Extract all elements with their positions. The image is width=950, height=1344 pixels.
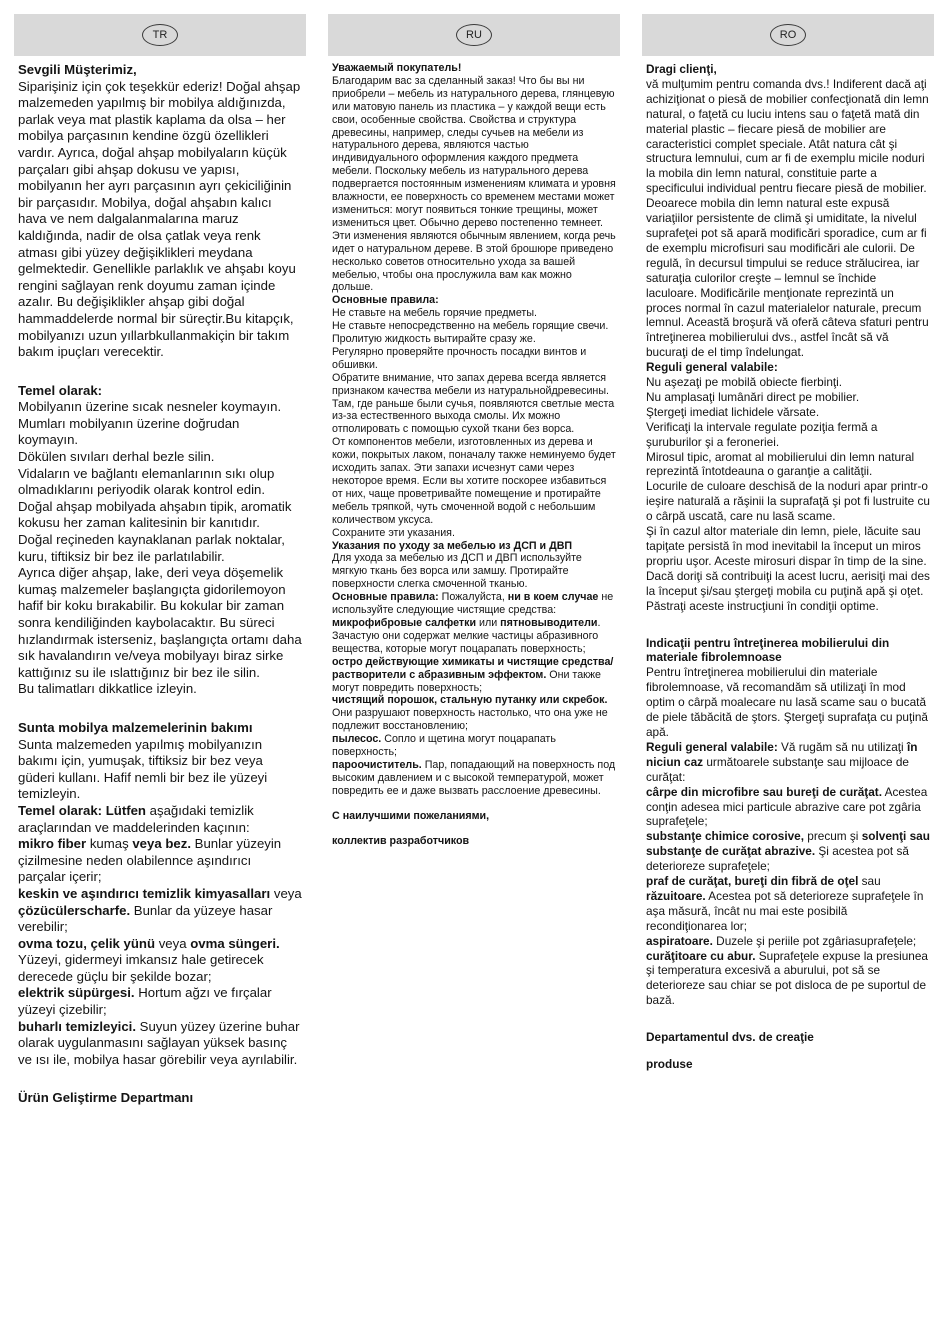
basics-item: Ştergeţi imediat lichidele vărsate. — [646, 404, 820, 419]
avoid-item: praf de curăţat, bureţi din fibră de oţel sau răzuitoare. Acestea pot să deterioreze suprafeţele în aşa măsură, încât nu mai este posibilă recondiţionarea lor; — [646, 874, 924, 933]
chipboard-care-text: Pentru întreţinerea mobilierului din materiale fibrolemnoase, vă recomandăm să utilizaţi în mod optim o cârpă moalecare nu lasă scame sau o bucată de piele tăbăcită de ştors. Ştergeţi suprafaţa cu puţină apă. — [646, 665, 928, 739]
avoid-item: buharlı temizleyici. Suyun yüzey üzerine buhar olarak uygulanmasını sağlayan yüksek basınç ve ısı ile, mobilya hasar görebilir veya ayrılabilir. — [18, 1018, 300, 1067]
basics-item: Mirosul tipic, aromat al mobilierului din lemn natural reprezintă întotdeauna o garanţie a calităţii. — [646, 449, 915, 479]
basics-item: Nu amplasaţi lumânări direct pe mobilier. — [646, 389, 860, 404]
chipboard-care-title: Указания по уходу за мебелью из ДСП и ДВП — [332, 539, 573, 552]
cleaning-rule — [18, 803, 302, 836]
avoid-item: elektrik süpürgesi. Hortum ağzı ve fırçalar yüzeyi çizebilir; — [18, 985, 272, 1018]
avoid-item: микрофибровые салфетки или пятновыводители. Зачастую они содержат мелкие частицы абразивного вещества, которые могут поцарапать поверхность; — [332, 616, 601, 655]
avoid-item: чистящий порошок, стальную путанку или скребок. Они разрушают поверхность настолько, что она уже не подлежит восстановлению; — [332, 694, 608, 733]
basics-title: Temel olarak: — [18, 382, 103, 398]
chipboard-care-text: Sunta malzemeden yapılmış mobilyanızın bakımı için, yumuşak, tiftiksiz bir bez veya güderi kullanı. Hafif nemli bir bez ile yüzeyi temizleyin. — [18, 736, 268, 802]
basics-item: Vidaların ve bağlantı elemanlarının sıkı olup olmadıklarını periyodik olarak kontrol edin. — [18, 465, 275, 498]
basics-item: Регулярно проверяйте прочность посадки винтов и обшивки. — [332, 345, 587, 371]
basics-item: Mumları mobilyanın üzerine doğrudan koymayın. — [18, 415, 240, 448]
avoid-item: cârpe din microfibre sau bureţi de curăţat. Acestea conţin adesea mici particule abrazive care pot zgâria suprafeţele; — [646, 784, 928, 829]
greeting: Уважаемый покупатель! — [332, 62, 462, 74]
basics-item: Не ставьте непосредственно на мебель горящие свечи. — [332, 320, 609, 333]
language-header-bar — [328, 14, 620, 56]
signoff: Ürün Geliştirme Departmanı — [18, 1090, 194, 1106]
language-badge: TR — [142, 24, 178, 46]
column-body — [328, 56, 620, 847]
signoff: С наилучшими пожеланиями, — [332, 809, 490, 822]
cleaning-rule-bold: Temel olarak: Lütfen — [18, 802, 146, 818]
cleaning-rule: Основные правила: Пожалуйста, ни в коем случае не используйте следующие чистящие средства: — [332, 591, 614, 617]
signoff: Departamentul dvs. de creaţie — [646, 1030, 814, 1045]
basics-item: Păstraţi aceste instrucţiuni în condiţii optime. — [646, 598, 879, 613]
chipboard-care-title: Indicaţii pentru întreţinerea mobilierului din materiale fibrolemnoase — [646, 635, 890, 665]
basics-item: Dökülen sıvıları derhal bezle silin. — [18, 449, 215, 465]
avoid-item: keskin ve aşındırıcı temizlik kimyasalları veya çözücülerscharfe. Bunlar da yüzeye hasar verebilir; — [18, 885, 302, 935]
basics-item: Ayrıca diğer ahşap, lake, deri veya döşemelik kumaş malzemeler başlangıçta gidorilemoyon hafif bir koku bırakabilir. Bu kokular bir zaman sonra kendiliğinden kaybolacaktır. Bu süreci hızlandırmak isterseniz, başlangıçta ortamı daha sık havalandırın ve/veya mobilyayı biraz sirke kattığınız su ile ıslattığınız bir bez ile silin. — [18, 565, 302, 680]
chipboard-care-text: Для ухода за мебелью из ДСП и ДВП используйте мягкую ткань без ворса или замшу. Протирайте поверхности слегка смоченной тканью. — [332, 552, 582, 591]
greeting: Sevgili Müşterimiz, — [18, 62, 137, 77]
basics-item: Пролитую жидкость вытирайте сразу же. — [332, 333, 536, 346]
cleaning-rule-text: aşağıdaki temizlik araçlarından ve maddelerinden kaçının: — [18, 802, 254, 835]
basics-item: Nu aşezaţi pe mobilă obiecte fierbinţi. — [646, 375, 843, 390]
basics-item: Сохраните эти указания. — [332, 526, 455, 539]
basics-item: Bu talimatları dikkatlice izleyin. — [18, 681, 197, 697]
column-romanian — [642, 14, 934, 1332]
greeting: Dragi clienţi, — [646, 62, 717, 76]
basics-item: Не ставьте на мебель горячие предметы. — [332, 307, 537, 320]
avoid-item: ovma tozu, çelik yünü veya ovma süngeri. Yüzeyi, gidermeyi imkansız hale getirecek derecede güçlu bir şekilde bozar; — [18, 935, 280, 984]
cleaning-rule: Reguli general valabile: Vă rugăm să nu utilizaţi în niciun caz următoarele substanţe sau mijloace de curăţat: — [646, 739, 918, 784]
basics-item: От компонентов мебели, изготовленных из дерева и кожи, покрытых лаком, поначалу также неминуемо будет исходить запах. Эти запахи исчезнут сами через некоторое время. Если вы хотите поскорее избавиться от них, чаще проветривайте помещение и протирайте мебель тряпкой, чуть смоченной водой с небольшим количеством уксуса. — [332, 436, 616, 526]
signoff-team: коллектив разработчиков — [332, 834, 470, 847]
column-body — [642, 56, 934, 1072]
signoff-team: produse — [646, 1057, 693, 1072]
basics-item: Doğal reçineden kaynaklanan parlak noktalar, kuru, tiftiksiz bir bez ile parlatılabilir. — [18, 532, 285, 564]
intro-paragraph: Siparişiniz için çok teşekkür ederiz! Doğal ahşap malzemeden yapılmış bir mobilya aldığınızda, parlak veya mat plastik kaplama da olsa – her mobilya parçasının kendine özgü özellikleri vardır. Ayrıca, doğal ahşap mobilyaların küçük parçaları gibi ahşap dokusu ve yapısı, mobilyanın her ayrı parçasının ayrı çekiciliğinin bir parçasıdır. Mobilya, doğal ahşabın kalıcı hava ve nem dalgalanmalarına maruz kaldığında, nadir de olsa çatlak veya renk atması gibi yüzey değişiklikleri meydana gelmektedir. Genellikle parlaklık ve ahşabı koyu rengini sağlayan renk doyumu zaman içinde azalır. Bu değişiklikler ahşap gibi doğal hammaddelerde normal bir süreçtir.Bu kitapçık, mobilyanızı uzun yıllarbkullanmakiçin bir takım bakım ipuçları verecektir. — [18, 78, 301, 360]
chipboard-care-title: Sunta mobilya malzemelerinin bakımı — [18, 719, 253, 735]
basics-item: Mobilyanın üzerine sıcak nesneler koymayın. — [18, 399, 282, 415]
intro-paragraph: vă mulţumim pentru comanda dvs.! Indiferent dacă aţi achiziţionat o piesă de mobilier confecţionată din lemn natural, o faţetă cu luciu intens sau o faţetă mată din material plastic – fiecare piesă de mobilier are caracteristici complet speciale. Atât natura cât şi structura lemnului, cum ar fi de exemplu micile noduri la mobila din lemn natural, constituie parte a specificului individual pentru fiecare piesă de mobilier. Deoarece mobila din lemn natural este expusă variaţiilor persistente de climă şi umiditate, la nivelul suprafeţei pot să apară modificări sporadice, cum ar fi de exemplu microfisuri sau modificări ale culorii. De regulă, în decursul timpului se reduce strălucirea, iar saturaţia culorilor creşte – lemnul se închide laculoare. Modificările menţionate reprezintă un proces normal în cazul materialelor naturale, precum lemnul. Această broşură vă oferă câteva sfaturi pentru întreţinerea mobilierului dvs., astfel încât să vă bucuraţi de el timp îndelungat. — [646, 76, 929, 360]
basics-item: Doğal ahşap mobilyada ahşabın tipik, aromatik kokusu her zaman kalitesinin bir kanıtıdır. — [18, 498, 292, 531]
language-header-bar — [642, 14, 934, 56]
language-badge: RO — [770, 24, 806, 46]
avoid-item: substanţe chimice corosive, precum şi solvenţi sau substanţe de curăţat abrazive. Şi acestea pot să deterioreze suprafeţele; — [646, 829, 930, 874]
avoid-item: остро действующие химикаты и чистящие средства/растворители с абразивным эффектом. Они также могут повредить поверхность; — [332, 655, 614, 694]
column-body — [14, 56, 306, 1107]
language-badge: RU — [456, 24, 492, 46]
basics-title: Reguli general valabile: — [646, 360, 778, 375]
column-russian — [328, 14, 620, 1332]
avoid-item: aspiratoare. Duzele şi periile pot zgâriasuprafeţele; — [646, 933, 917, 948]
basics-item: Şi în cazul altor materiale din lemn, piele, lăcuite sau tapiţate persistă în mod inevitabil la început un miros propriu uşor. Aceste mirosuri dispar în timp de la sine. Dacă doriţi să contribuiţi la acest lucru, aerisiţi mai des la început şi/sau ştergeţi mobila cu puţină apă şi oţet. — [646, 524, 930, 598]
basics-item: Verificaţi la intervale regulate poziţia fermă a şuruburilor şi a feroneriei. — [646, 419, 878, 449]
avoid-item: mikro fiber kumaş veya bez. Bunlar yüzeyin çizilmesine neden olabilennce aşındırıcı parçalar içerir; — [18, 836, 282, 885]
avoid-item: curăţitoare cu abur. Suprafeţele expuse la presiunea şi temperatura excesivă a aburului, pot să se deterioreze sau chiar se pot disloca de pe suportul de bază. — [646, 948, 928, 1008]
column-turkish — [14, 14, 306, 1332]
basics-item: Locurile de culoare deschisă de la noduri apar printr-o ieşire naturală a răşinii la suprafaţă şi pot fi lustruite cu o cârpă uscată, care nu lasă scame. — [646, 479, 930, 524]
avoid-item: пылесос. Сопло и щетина могут поцарапать поверхность; — [332, 733, 556, 759]
intro-paragraph: Благодарим вас за сделанный заказ! Что бы вы ни приобрели – мебель из натурального дерева, глянцевую или матовую панель из пластика – у каждой вещи есть свои, особенные свойства. Свойства и структура древесины, например, следы сучьев на мебели из натурального дерева, являются частью индивидуального оформления каждого предмета мебели. Поскольку мебель из натурального дерева подвергается постоянным изменениям климата и уровня влажности, ее поверхность со временем местами может измениться: могут появиться тонкие трещины, может измениться цвет. Обычно дерево постепенно темнеет. Эти изменения являются обычным явлением, когда речь идет о натуральном дереве. В этой брошюре приведено несколько советов относительно ухода за вашей мебелью, чтобы она прослужила вам как можно дольше. — [332, 74, 616, 294]
basics-item: Обратите внимание, что запах дерева всегда является признаком качества мебели из натуральнойдревесины. Там, где раньше были сучья, появляются светлые места из-за естественного выхода смолы. Их можно отполировать с помощью сухой ткани без ворса. — [332, 371, 615, 436]
language-header-bar — [14, 14, 306, 56]
basics-title: Основные правила: — [332, 294, 439, 307]
avoid-item: пароочиститель. Пар, попадающий на поверхность под высоким давлением и с высокой температурой, может повредить ее и даже вызвать расслоение древесины. — [332, 758, 616, 797]
